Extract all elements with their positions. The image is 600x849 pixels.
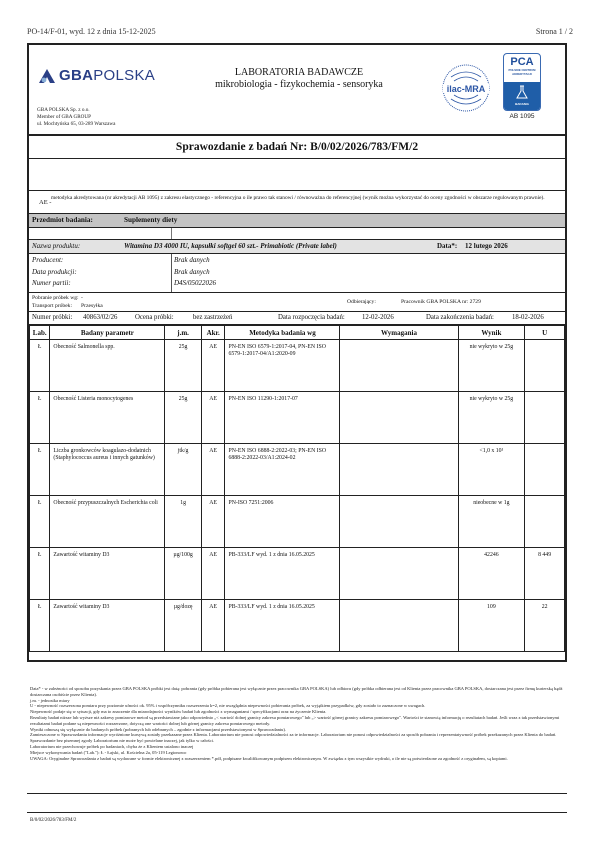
product-row xyxy=(29,240,565,254)
row-result: 109 xyxy=(458,600,525,652)
ae-legend xyxy=(29,191,565,214)
row-requirements xyxy=(340,340,458,392)
ilac-mra-logo-icon xyxy=(441,63,491,113)
start-date-value: 12-02-2026 xyxy=(362,314,394,321)
table-row xyxy=(30,496,565,548)
transport-value: Przesyłka xyxy=(81,303,103,309)
row-parameter: Obecność przypuszczalnych Escherichia coli xyxy=(50,496,165,548)
flask-icon xyxy=(516,85,528,99)
batch-value: D4S/05022026 xyxy=(174,279,216,287)
row-parameter: Zawartość witaminy D3 xyxy=(50,548,165,600)
row-result: nie wykryto w 25g xyxy=(458,340,525,392)
ae-description: metodyka akredytowana (nr akredytacji AB 1095) z zakresu elastycznego - referencyjna o ile prawo tak stanowi / równoważna do referencyjnej (wynik można wykorzystać do oceny zgodności w obszarze regulowanym prawnie). xyxy=(51,195,545,201)
row-uncertainty xyxy=(525,392,565,444)
footnote-line: Rezultaty badań niższe lub wyższe niż zakresy pomiarowe metod są przedstawiane jako odpowiednio „< wartość dolnej granicy zakresu pomiarowego" lub „> wartość górnej granicy zakresu pomiarowego". Wartości te stanowią informację o rezultatach badań. Jeśli wraz z tak przedstawionymi rezultatami badań podane są niepewności rozszerzone, dotyczą one wartości dolnej lub górnej granicy zakresu pomiarowego metody. xyxy=(30,714,560,726)
pca-subtitle: POLSKIE CENTRUM AKREDYTACJI xyxy=(508,68,536,76)
logo-bold: GBA xyxy=(59,67,94,84)
col-header-requirements: Wymagania xyxy=(340,326,458,340)
row-unit: 25g xyxy=(165,392,202,444)
receiver-value: Pracownik GBA POLSKA nr: 2729 xyxy=(401,299,481,305)
ae-label: AE - xyxy=(39,199,52,206)
gba-logo-icon xyxy=(39,69,55,83)
start-date-label: Data rozpoczęcia badań: xyxy=(278,314,345,321)
row-lab: Ł xyxy=(30,340,50,392)
row-requirements xyxy=(340,444,458,496)
row-result: <1,0 x 10¹ xyxy=(458,444,525,496)
production-date-label: Data produkcji: xyxy=(32,267,77,276)
report-title: Sprawozdanie z badań Nr: B/0/02/2026/783/FM/2 xyxy=(29,136,565,159)
row-unit: jtk/g xyxy=(165,444,202,496)
assessment-value: bez zastrzeżeń xyxy=(193,314,233,321)
lab-title-block xyxy=(199,67,399,91)
col-header-method: Metodyka badania wg xyxy=(225,326,340,340)
batch-label: Numer partii: xyxy=(32,279,71,287)
date-label: Data*: xyxy=(437,242,458,250)
company-line: ul. Mochtyńska 65, 03-289 Warszawa xyxy=(37,120,116,127)
blank-row xyxy=(29,159,565,191)
transport-label: Transport próbek: xyxy=(32,303,73,309)
row-requirements xyxy=(340,496,458,548)
divider xyxy=(27,812,567,813)
row-uncertainty: 8 449 xyxy=(525,548,565,600)
company-line: GBA POLSKA Sp. z o.o. xyxy=(37,107,90,113)
row-method: PN-EN ISO 11290-1:2017-07 xyxy=(225,392,340,444)
col-header-parameter: Badany parametr xyxy=(50,326,165,340)
col-header-accreditation: Akr. xyxy=(201,326,225,340)
row-uncertainty xyxy=(525,340,565,392)
row-lab: Ł xyxy=(30,392,50,444)
subject-value: Suplementy diety xyxy=(124,216,178,224)
sample-info-row xyxy=(29,312,565,325)
footnotes xyxy=(30,686,570,761)
assessment-label: Ocena próbki: xyxy=(135,314,174,321)
footnote-line: Miejsce wykonywania badań ("Lab."): Ł - Łajski, ul. Kościelna 2a, 05-119 Legionowo xyxy=(30,749,187,755)
sampling-row xyxy=(29,293,565,312)
letterhead xyxy=(27,43,567,136)
col-header-result: Wynik xyxy=(458,326,525,340)
subject-label: Przedmiot badania: xyxy=(32,216,93,224)
footnote-line: Sprawozdanie bez pisemnej zgody Laboratorium nie może być powielane inaczej, jak tylko w całości. xyxy=(30,738,215,744)
row-accreditation: AE xyxy=(201,444,225,496)
row-accreditation: AE xyxy=(201,548,225,600)
row-method: PB-333/LF wyd. 1 z dnia 16.05.2025 xyxy=(225,548,340,600)
row-lab: Ł xyxy=(30,496,50,548)
sample-no-value: 40863/02/26 xyxy=(83,314,118,321)
row-result: nie wykryto w 25g xyxy=(458,392,525,444)
row-lab: Ł xyxy=(30,548,50,600)
product-label: Nazwa produktu: xyxy=(32,242,81,250)
row-method: PN-EN ISO 6888-2:2022-03; PN-EN ISO 6888-2:2022-03/A1:2024-02 xyxy=(225,444,340,496)
row-unit: µg/100g xyxy=(165,548,202,600)
footnote-line: U - niepewność rozszerzona pomiaru przy poziomie ufności ok. 95% i współczynniku rozszerzenia k=2, nie uwzględnia niepewności pobierania próbek, za wyjątkiem przypadków, gdy zostało to zaznaczone w uwagach. xyxy=(30,703,426,709)
results-table xyxy=(29,325,565,652)
pca-letters: PCA xyxy=(510,56,534,68)
sampling-value: - xyxy=(81,295,83,301)
footnote-line: Zamieszczone w Sprawozdaniu informacje wyróżnione kursywą zostały przekazane przez Klienta. Laboratorium nie ponosi odpowiedzialności za te informacje. Laboratorium nie ponosi odpowiedzialności za sposób pobrania i reprezentatywność próbek przekazanych przez Klienta do badań. xyxy=(30,732,557,738)
footnote-line: UWAGA: Oryginalne Sprawozdania z badań są wydawane w formie elektronicznej z rozszerzeniem *.pdf, podpisane kwalifikowanym podpisem elektronicznym. W związku z tym wszystkie wydruki, o ile nie są potwierdzone za zgodność z oryginałem, są kopiami. xyxy=(30,755,508,761)
company-info xyxy=(37,107,115,127)
ilac-text: ilac-MRA xyxy=(446,84,486,94)
end-date-label: Data zakończenia badań: xyxy=(426,314,494,321)
row-requirements xyxy=(340,548,458,600)
lab-subtitle: mikrobiologia - fizykochemia - sensoryka xyxy=(215,79,383,90)
row-method: PB-333/LF wyd. 1 z dnia 16.05.2025 xyxy=(225,600,340,652)
subject-row xyxy=(29,214,565,228)
row-requirements xyxy=(340,600,458,652)
footnote-line: j.m. - jednostka miary xyxy=(30,697,70,703)
production-date-value: Brak danych xyxy=(174,267,210,276)
col-header-uncertainty: U xyxy=(525,326,565,340)
page-number: Strona 1 / 2 xyxy=(535,27,573,36)
producer-value: Brak danych xyxy=(174,256,210,264)
pca-logo xyxy=(503,53,541,111)
row-unit: 25g xyxy=(165,340,202,392)
row-accreditation: AE xyxy=(201,392,225,444)
date-value: 12 lutego 2026 xyxy=(465,242,508,250)
row-requirements xyxy=(340,392,458,444)
row-method: PN-EN ISO 6579-1:2017-04, PN-EN ISO 6579-1:2017-04/A1:2020-09 xyxy=(225,340,340,392)
footnote-line: Wyniki odnoszą się wyłącznie do badanych próbek (pobranych lub odebranych – zgodnie z informacjami przedstawionymi w Sprawozdaniu). xyxy=(30,726,287,732)
company-line: Member of GBA GROUP xyxy=(37,113,92,120)
receiver-label: Odbierający: xyxy=(347,299,376,305)
row-lab: Ł xyxy=(30,444,50,496)
row-accreditation: AE xyxy=(201,600,225,652)
producer-label: Producent: xyxy=(32,256,64,264)
row-lab: Ł xyxy=(30,600,50,652)
product-value: Witamina D3 4000 IU, kapsułki softgel 60 szt.- Primabiotic (Private label) xyxy=(124,242,337,250)
form-reference: PO-14/F-01, wyd. 12 z dnia 15-12-2025 xyxy=(27,27,156,36)
row-result: nieobecne w 1g xyxy=(458,496,525,548)
row-parameter: Zawartość witaminy D3 xyxy=(50,600,165,652)
accreditation-number: AB 1095 xyxy=(509,113,535,120)
table-row xyxy=(30,600,565,652)
col-header-unit: j.m. xyxy=(165,326,202,340)
row-parameter: Obecność Listeria monocytogenes xyxy=(50,392,165,444)
footnote-line: Data* - w zależności od sposobu pozyskania przez GBA POLSKA próbki jest datą: pobrania (gdy próbka pobierana jest wyłącznie przez pracownika GBA POLSKA) lub odbioru (gdy próbka odbierana jest od Klienta przez pracownika GBA POLSKA, dostarczana jest przez firmę kurierską bądź dostarczana osobiście przez Klienta). xyxy=(30,686,563,697)
sample-no-label: Numer próbki: xyxy=(32,314,73,321)
sampling-label: Pobranie próbek wg: xyxy=(32,295,79,301)
table-row xyxy=(30,548,565,600)
row-uncertainty: 22 xyxy=(525,600,565,652)
row-unit: 1g xyxy=(165,496,202,548)
report-box xyxy=(27,136,567,662)
row-parameter: Liczba gronkowców koagulazo-dodatnich (Staphylococcus aureus i innych gatunków) xyxy=(50,444,165,496)
row-accreditation: AE xyxy=(201,496,225,548)
row-result: 42246 xyxy=(458,548,525,600)
empty-row xyxy=(29,228,565,240)
divider xyxy=(27,793,567,794)
gba-logo xyxy=(39,67,155,84)
row-unit: µg/dozę xyxy=(165,600,202,652)
row-method: PN-ISO 7251:2006 xyxy=(225,496,340,548)
table-row xyxy=(30,340,565,392)
row-uncertainty xyxy=(525,496,565,548)
end-date-value: 18-02-2026 xyxy=(512,314,544,321)
row-parameter: Obecność Salmonella spp. xyxy=(50,340,165,392)
footer-doc-number: B/0/02/2026/783/FM/2 xyxy=(30,818,77,823)
producer-block xyxy=(29,254,565,293)
footnote-line: Laboratorium nie przechowuje próbek po badaniach, chyba że z Klientem ustalono inaczej xyxy=(30,743,194,749)
footnote-line: Niepewność podaje się w sytuacji, gdy ma to znaczenie dla miarodajności wyników badań lub zgodności z wymaganiami / specyfikacjami oraz na życzenie Klienta. xyxy=(30,709,327,715)
logo-rest: POLSKA xyxy=(93,67,156,84)
table-row xyxy=(30,444,565,496)
table-header-row xyxy=(30,326,565,340)
row-uncertainty xyxy=(525,444,565,496)
table-row xyxy=(30,392,565,444)
row-accreditation: AE xyxy=(201,340,225,392)
pca-badania: BADANIA xyxy=(515,102,529,106)
col-header-lab: Lab. xyxy=(30,326,50,340)
lab-title: LABORATORIA BADAWCZE xyxy=(234,67,364,78)
